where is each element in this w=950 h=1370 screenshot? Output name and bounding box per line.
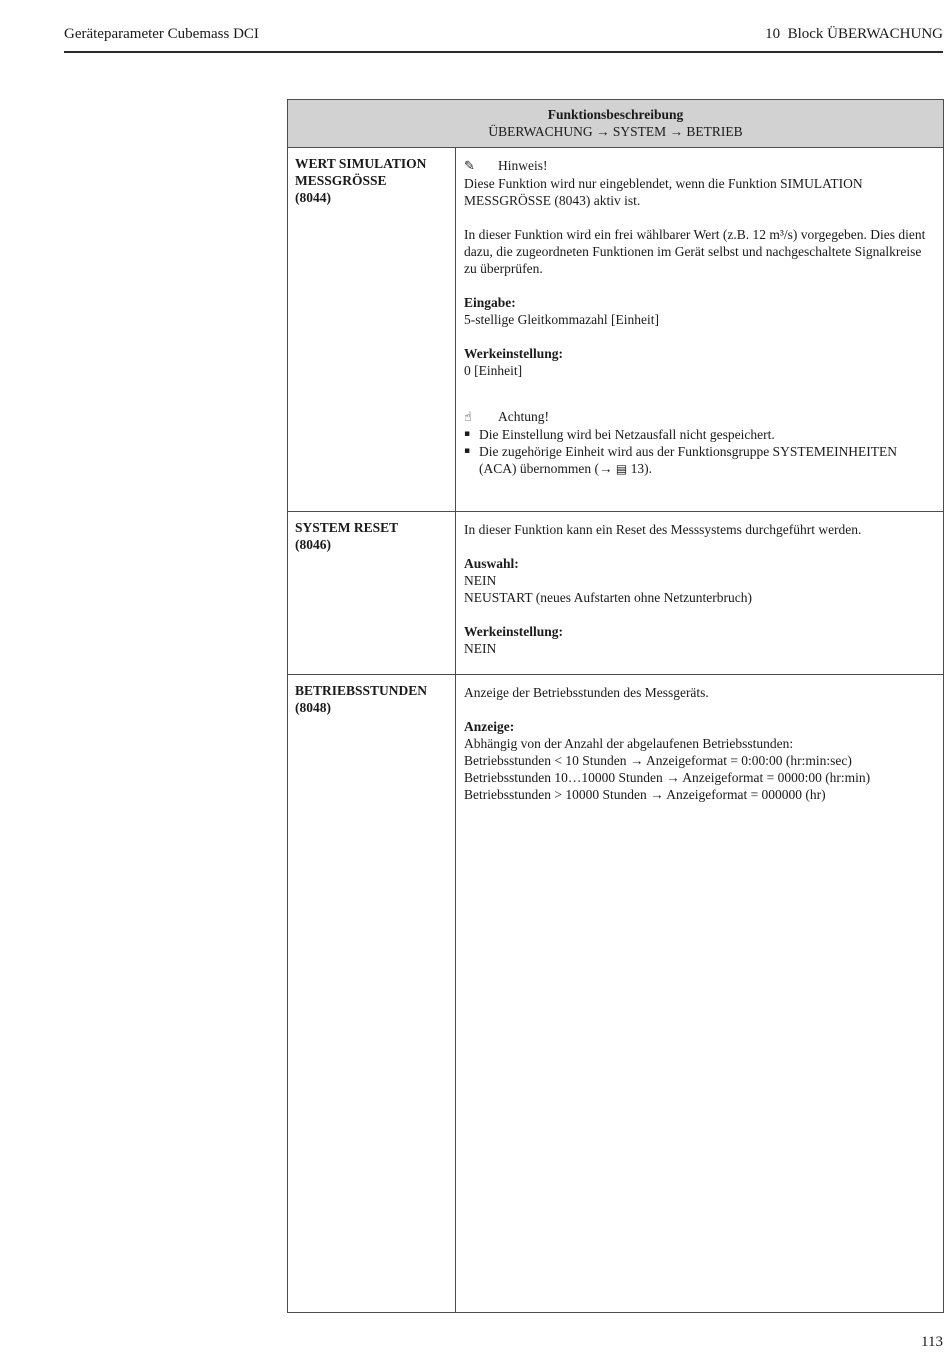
note-label: Hinweis!: [498, 158, 548, 173]
function-description-cell: [456, 675, 943, 1312]
table-row: [288, 148, 943, 511]
section-label: Eingabe:: [464, 295, 516, 310]
page-icon: ▤: [615, 462, 628, 476]
block-para: [464, 684, 933, 701]
text-line: Betriebsstunden 10…10000 Stunden → Anzeigeformat = 0000:00 (hr:min): [464, 770, 871, 785]
attention-label: Achtung!: [498, 409, 549, 424]
text-line: Diese Funktion wird nur eingeblendet, wenn die Funktion SIMULATION MESSGRÖSSE (8043) aktiv ist.: [464, 176, 863, 208]
text-line: Betriebsstunden > 10000 Stunden → Anzeigeformat = 000000 (hr): [464, 787, 826, 802]
function-name-line: BETRIEBSSTUNDEN: [295, 683, 428, 698]
block-para: [464, 226, 933, 277]
attention-heading: [464, 408, 933, 426]
function-description-cell: [456, 148, 943, 511]
bullet-marker: ▪: [464, 446, 471, 456]
text-line: NEUSTART (neues Aufstarten ohne Netzunterbruch): [464, 590, 753, 605]
note-heading: [464, 157, 933, 175]
block-para: [464, 521, 933, 538]
section-label: Werkeinstellung:: [464, 624, 564, 639]
text-line: NEIN: [464, 641, 497, 656]
header-left-title: Geräteparameter Cubemass DCI: [64, 26, 259, 42]
text-line: Anzeige der Betriebsstunden des Messgeräts.: [464, 685, 709, 700]
pencil-icon: ✎: [464, 159, 475, 174]
function-name-line: (8046): [295, 537, 331, 552]
text-line: Abhängig von der Anzahl der abgelaufenen Betriebsstunden:: [464, 736, 794, 751]
table-header-path: ÜBERWACHUNG → SYSTEM → BETRIEB: [488, 124, 743, 139]
table-row: [288, 511, 943, 674]
section-label: Anzeige:: [464, 719, 515, 734]
section-label: Werkeinstellung:: [464, 346, 564, 361]
block-section: [464, 718, 933, 803]
function-name-cell: [288, 512, 456, 674]
function-name-line: MESSGRÖSSE: [295, 173, 387, 188]
table-row: [288, 674, 943, 1312]
table-header-title: Funktionsbeschreibung: [547, 107, 684, 122]
text-line: 0 [Einheit]: [464, 363, 523, 378]
block-attention: [464, 408, 933, 478]
block-section: [464, 294, 933, 328]
block-section: [464, 623, 933, 657]
text-line: In dieser Funktion kann ein Reset des Messsystems durchgeführt werden.: [464, 522, 862, 537]
function-table-body: [288, 148, 943, 1312]
function-name-line: SYSTEM RESET: [295, 520, 399, 535]
header-right-title: 10 Block ÜBERWACHUNG: [765, 26, 943, 42]
function-name-line: WERT SIMULATION: [295, 156, 427, 171]
section-label: Auswahl:: [464, 556, 519, 571]
block-section: [464, 555, 933, 606]
text-line: NEIN: [464, 573, 497, 588]
bullet-item: [464, 426, 933, 443]
function-name-line: (8044): [295, 190, 331, 205]
hand-icon: ☝: [464, 410, 472, 425]
running-header: [64, 26, 943, 43]
function-description-cell: [456, 512, 943, 674]
table-header: [288, 100, 943, 148]
bullet-marker: ▪: [464, 429, 471, 439]
bullet-text: Die Einstellung wird bei Netzausfall nicht gespeichert.: [479, 427, 775, 442]
function-name-cell: [288, 675, 456, 1312]
page-number: 113: [921, 1334, 943, 1350]
function-name-line: (8048): [295, 700, 331, 715]
text-line: 5-stellige Gleitkommazahl [Einheit]: [464, 312, 659, 327]
function-description-table: [287, 99, 944, 1313]
block-note: [464, 157, 933, 209]
text-line: In dieser Funktion wird ein frei wählbarer Wert (z.B. 12 m³/s) vorgegeben. Dies dient dazu, die zugeordneten Funktionen im Gerät selbst und nachgeschaltete Signalkreise zu überprüfen.: [464, 227, 926, 276]
text-line: Betriebsstunden < 10 Stunden → Anzeigeformat = 0:00:00 (hr:min:sec): [464, 753, 852, 768]
bullet-text: Die zugehörige Einheit wird aus der Funktionsgruppe SYSTEMEINHEITEN (ACA) übernommen (→ ▤ 13).: [479, 444, 898, 476]
bullet-item: [464, 443, 933, 478]
block-section: [464, 345, 933, 379]
header-rule: [64, 51, 943, 53]
function-name-cell: [288, 148, 456, 511]
